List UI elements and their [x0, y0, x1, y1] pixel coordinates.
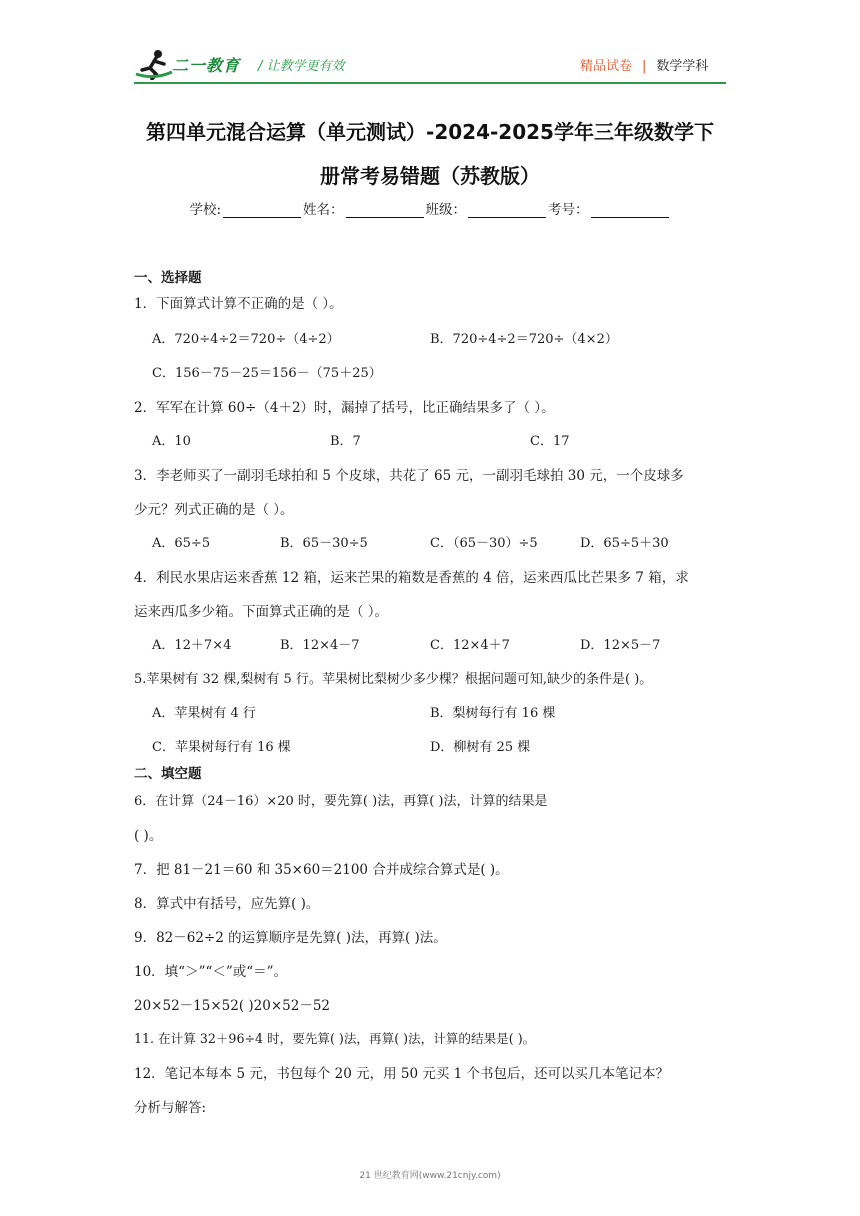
question-2-option-c: C．17 [530, 434, 570, 449]
logo-text: 二一教育 [172, 56, 241, 75]
number-label: 考号： [548, 202, 589, 218]
question-5-option-a: A．苹果树有 4 行 [152, 706, 256, 721]
question-4-option-b: B．12×4－7 [280, 638, 360, 653]
question-4-option-c: C．12×4＋7 [430, 638, 510, 653]
question-3-option-a: A．65÷5 [152, 536, 211, 551]
class-label: 班级： [425, 202, 467, 218]
class-blank [468, 203, 546, 218]
header-divider [134, 82, 726, 84]
question-4-stem-line1: 4．利民水果店运来香蕉 12 箱，运来芒果的箱数是香蕉的 4 倍，运来西瓜比芒果多 7 箱，求 [134, 570, 689, 586]
question-7: 7．把 81－21＝60 和 35×60＝2100 合并成综合算式是( )。 [134, 862, 509, 878]
question-12-stem: 12．笔记本每本 5 元，书包每个 20 元，用 50 元买 1 个书包后，还可以买几本笔记本？ [134, 1066, 670, 1082]
question-6-line1: 6．在计算（24－16）×20 时，要先算( )法，再算( )法，计算的结果是 [134, 794, 548, 809]
question-4-option-a: A．12＋7×4 [152, 638, 232, 653]
question-1-option-a: A．720÷4÷2＝720÷（4÷2） [152, 332, 340, 347]
number-blank [591, 203, 669, 218]
slogan: / 让教学更有效 [258, 59, 345, 74]
question-5-option-b: B．梨树每行有 16 棵 [430, 706, 556, 721]
name-label: 姓名： [303, 202, 344, 218]
question-1-stem: 1．下面算式计算不正确的是（ ）。 [134, 296, 343, 312]
question-3-option-b: B．65－30÷5 [280, 536, 368, 551]
question-3-option-c: C．（65－30）÷5 [430, 536, 538, 551]
question-10-expression: 20×52－15×52( )20×52－52 [134, 998, 331, 1014]
question-12-analysis-label: 分析与解答: [134, 1100, 207, 1116]
student-info-line [0, 198, 860, 218]
question-4-option-d: D．12×5－7 [580, 638, 661, 653]
question-2-stem: 2．军军在计算 60÷（4＋2）时，漏掉了括号，比正确结果多了（ ）。 [134, 400, 555, 416]
header-right [580, 55, 708, 74]
question-3-stem-line1: 3．李老师买了一副羽毛球拍和 5 个皮球，共花了 65 元，一副羽毛球拍 30 元，一个皮球多 [134, 468, 684, 484]
question-6-line2: ( )。 [134, 828, 163, 844]
question-5-stem: 5.苹果树有 32 棵,梨树有 5 行。苹果树比梨树少多少棵？根据问题可知,缺少的条件是( )。 [134, 672, 653, 687]
section-choice-heading: 一、选择题 [134, 270, 202, 286]
name-blank [346, 203, 424, 218]
school-blank [223, 203, 301, 218]
footer-source: 21 世纪教育网(www.21cnjy.com) [359, 1171, 501, 1181]
subject-label: 数学学科 [656, 59, 709, 74]
question-3-option-d: D．65÷5＋30 [580, 536, 669, 551]
question-1-option-c: C．156－75－25＝156－（75＋25） [152, 366, 382, 381]
quality-label: 精品试卷 [580, 59, 633, 74]
question-4-stem-line2: 运来西瓜多少箱。下面算式正确的是（ ）。 [134, 604, 389, 620]
question-5-option-d: D．柳树有 25 棵 [430, 740, 531, 755]
page-title-line2: 册常考易错题（苏教版） [320, 164, 540, 188]
question-2-option-a: A．10 [152, 434, 191, 449]
question-3-stem-line2: 少元？列式正确的是（ ）。 [134, 502, 294, 518]
page-title-line1: 第四单元混合运算（单元测试）-2024-2025学年三年级数学下 [146, 120, 714, 144]
section-fill-heading: 二、填空题 [134, 766, 202, 782]
question-2-option-b: B．7 [330, 434, 361, 449]
school-label: 学校: [189, 202, 222, 218]
question-1-option-b: B．720÷4÷2＝720÷（4×2） [430, 332, 618, 347]
question-8: 8．算式中有括号，应先算( )。 [134, 896, 320, 912]
header-separator: | [642, 59, 647, 74]
question-9: 9．82－62÷2 的运算顺序是先算( )法，再算( )法。 [134, 930, 447, 946]
question-5-option-c: C．苹果树每行有 16 棵 [152, 740, 291, 755]
question-11: 11. 在计算 32＋96÷4 时，要先算( )法，再算( )法，计算的结果是( )。 [134, 1031, 536, 1046]
runner-logo-icon [134, 48, 174, 80]
question-10-stem: 10．填“＞”“＜”或“＝”。 [134, 964, 288, 980]
